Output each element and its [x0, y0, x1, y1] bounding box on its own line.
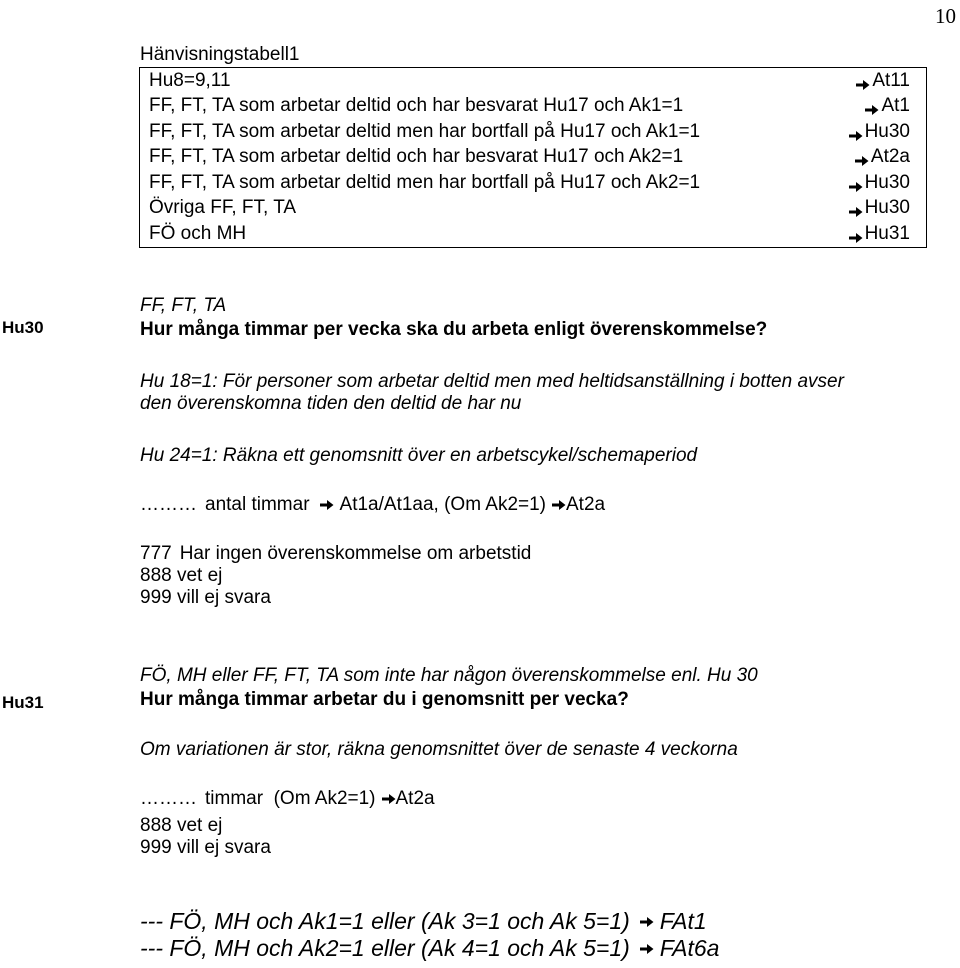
ref-target-label: Hu30	[864, 171, 910, 193]
hu31-population: FÖ, MH eller FF, FT, TA som inte har någon överenskommelse enl. Hu 30	[140, 665, 758, 686]
arrow-right-icon	[849, 177, 863, 189]
ref-table-row	[140, 196, 926, 222]
ref-condition: FF, FT, TA som arbetar deltid men har bortfall på Hu17 och Ak1=1	[149, 120, 701, 142]
page-number: 10	[935, 4, 956, 28]
question-id-hu30: Hu30	[2, 318, 44, 337]
hu31-codes	[140, 815, 271, 859]
ref-target-label: At2a	[870, 146, 910, 168]
hu30-codes	[140, 543, 531, 609]
ref-condition: FÖ och MH	[149, 222, 247, 244]
hu30-question: Hur många timmar per vecka ska du arbeta enligt överenskommelse?	[140, 319, 768, 340]
ref-table-row	[140, 145, 926, 171]
ref-table-row	[140, 221, 926, 247]
routing-text: --- FÖ, MH och Ak2=1 eller (Ak 4=1 och Ak 5=1)	[140, 935, 630, 961]
ref-target-label: At1	[881, 95, 910, 117]
answer-route: At2a	[395, 788, 435, 809]
ref-condition: FF, FT, TA som arbetar deltid och har besvarat Hu17 och Ak1=1	[149, 95, 684, 117]
hu30-answer-line	[140, 494, 605, 516]
answer-label: antal timmar	[205, 494, 310, 515]
answer-label: timmar (Om Ak2=1)	[205, 788, 376, 809]
ref-target	[849, 172, 910, 194]
ref-target	[855, 146, 910, 168]
code-888: 888 vet ej	[140, 815, 223, 836]
arrow-right-icon	[382, 793, 396, 805]
hu30-note-1-line-2: den överenskomna tiden den deltid de har nu	[140, 393, 522, 414]
arrow-right-icon	[320, 499, 334, 511]
hu30-note-1	[140, 371, 844, 415]
ref-condition: FF, FT, TA som arbetar deltid och har besvarat Hu17 och Ak2=1	[149, 146, 684, 168]
ref-target	[865, 95, 910, 117]
routing-target: FAt6a	[659, 935, 720, 961]
hu30-population: FF, FT, TA	[140, 295, 227, 316]
ref-target	[849, 223, 910, 245]
ref-target-label: Hu30	[864, 197, 910, 219]
ref-table-row	[140, 170, 926, 196]
answer-dots: ………	[140, 494, 197, 515]
routing-line-2	[140, 935, 719, 962]
routing-block	[140, 908, 719, 962]
routing-text: --- FÖ, MH och Ak1=1 eller (Ak 3=1 och Ak 5=1)	[140, 908, 630, 934]
arrow-right-icon	[849, 228, 863, 240]
hu31-note: Om variationen är stor, räkna genomsnittet över de senaste 4 veckorna	[140, 739, 738, 760]
arrow-right-icon	[856, 75, 870, 87]
ref-condition: Övriga FF, FT, TA	[149, 197, 297, 219]
code-888: 888 vet ej	[140, 565, 223, 586]
ref-table-row	[140, 94, 926, 120]
arrow-right-icon	[849, 202, 863, 214]
ref-condition: FF, FT, TA som arbetar deltid men har bortfall på Hu17 och Ak2=1	[149, 171, 701, 193]
answer-dots: ………	[140, 788, 197, 809]
code-999: 999 vill ej svara	[140, 587, 271, 608]
answer-route: At1a/At1aa, (Om Ak2=1)	[339, 494, 546, 515]
ref-table-title: Hänvisningstabell1	[140, 44, 300, 65]
routing-line-1	[140, 908, 719, 935]
ref-target-label: Hu30	[864, 120, 910, 142]
question-id-hu31: Hu31	[2, 693, 44, 712]
code-999: 999 vill ej svara	[140, 837, 271, 858]
hu30-note-2: Hu 24=1: Räkna ett genomsnitt över en arbetscykel/schemaperiod	[140, 445, 698, 466]
reference-table	[139, 67, 927, 248]
hu30-note-1-line-1: Hu 18=1: För personer som arbetar deltid men med heltidsanställning i botten avser	[140, 371, 844, 392]
arrow-right-icon	[640, 943, 654, 955]
ref-target-label: Hu31	[864, 222, 910, 244]
code-777-number: 777	[140, 543, 172, 564]
arrow-right-icon	[552, 499, 566, 511]
hu31-question: Hur många timmar arbetar du i genomsnitt per vecka?	[140, 689, 629, 710]
ref-table-row	[140, 68, 926, 94]
ref-target	[849, 121, 910, 143]
answer-route-2: At2a	[566, 494, 606, 515]
arrow-right-icon	[849, 126, 863, 138]
arrow-right-icon	[855, 151, 869, 163]
code-777-text: Har ingen överenskommelse om arbetstid	[179, 543, 532, 564]
arrow-right-icon	[865, 100, 879, 112]
code-777	[140, 543, 531, 565]
ref-condition: Hu8=9,11	[149, 69, 231, 91]
hu31-answer-line	[140, 788, 435, 810]
arrow-right-icon	[640, 916, 654, 928]
ref-target-label: At11	[872, 69, 910, 91]
routing-target: FAt1	[659, 908, 707, 934]
ref-target	[856, 70, 910, 92]
ref-table-row	[140, 119, 926, 145]
ref-target	[849, 197, 910, 219]
